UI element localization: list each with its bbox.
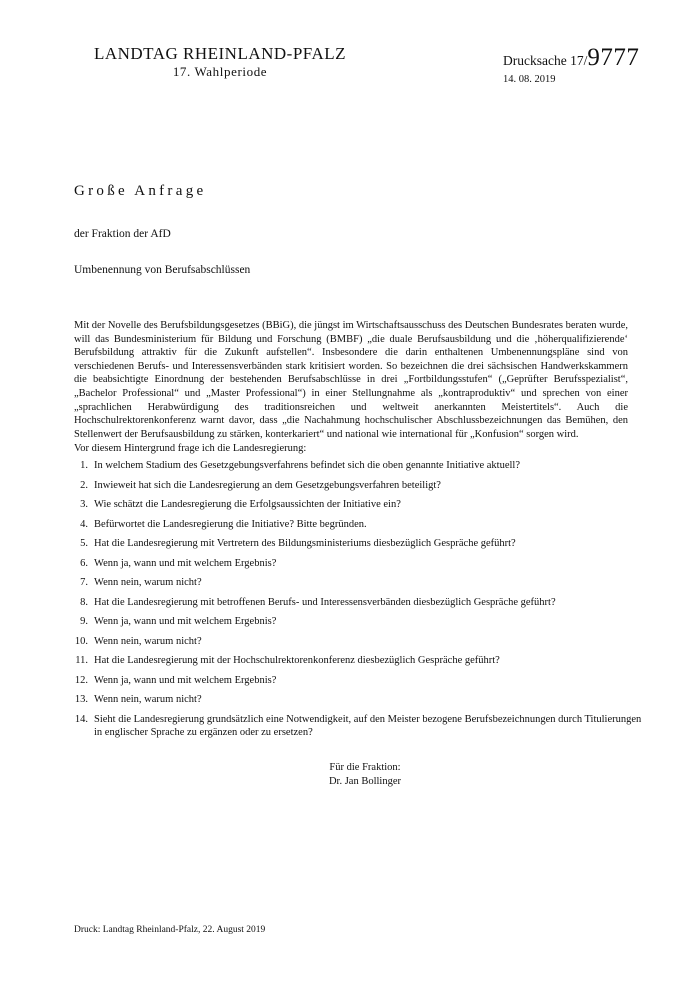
question-item [74,518,644,538]
subject-heading: Umbenennung von Berufsabschlüssen [74,264,251,276]
question-item [74,459,644,479]
question-number: 10. [74,635,88,647]
question-text: Inwieweit hat sich die Landesregierung an dem Gesetzgebungsverfahren beteiligt? [94,479,441,491]
question-item [74,674,644,694]
question-number: 14. [74,713,88,725]
legislative-period: 17. Wahlperiode [172,64,268,79]
intro-paragraph: Mit der Novelle des Berufsbildungsgesetzes (BBiG), die jüngst im Wirtschaftsausschuss des Deutschen Bundesrates beraten wurde, will das Bundesministerium für Bildung und Forschung (BMBF) „die duale Berufsausbildung und die ‚höherqualifizierende‘ Berufsbildung attraktiv für die Zukunft aufstellen“. Insbesondere die darin enthaltenen Umbenennungspläne sind von verschiedenen Berufs- und Interessensverbänden stark kritisiert worden. So bezeichnen die drei sächsischen Handwerkskammern die beabsichtigte Einordnung der bestehenden Berufsabschlüsse in drei „Fortbildungsstufen“ („Geprüfter Berufsspezialist“, „Bachelor Professional“ und „Master Professional“) in einer Stellungnahme als „kontraproduktiv“ und sprechen von einer „sprachlichen Herabwürdigung des traditionsreichen und weltweit anerkannten Meistertitels“. Auch die Hochschulrektorenkonferenz warnt davor, dass „die Nachahmung hochschulischer Abschlussbezeichnungen das Bemühen, den Stellenwert der Berufsausbildung zu stärken, konterkariert“ und national wie international für „Konfusion“ sorgen wird. [74,320,629,440]
question-number: 7. [80,577,88,588]
question-text: Wenn ja, wann und mit welchem Ergebnis? [94,557,277,569]
question-item [74,576,644,596]
question-text: Hat die Landesregierung mit Vertretern des Bildungsministeriums diesbezüglich Gespräche geführt? [94,538,516,549]
question-text: Hat die Landesregierung mit betroffenen Berufs- und Interessensverbänden diesbezüglich Gespräche geführt? [94,596,556,608]
question-text: Wenn nein, warum nicht? [94,577,202,588]
question-number: 11. [75,655,88,666]
question-item [74,615,644,635]
question-text: Hat die Landesregierung mit der Hochschulrektorenkonferenz diesbezüglich Gespräche geführt? [94,655,500,666]
signature-line-fraction: Für die Fraktion: [329,762,401,773]
signature-name: Dr. Jan Bollinger [328,776,402,787]
question-item [74,713,644,740]
question-number: 2. [80,479,88,491]
fraction-line: der Fraktion der AfD [74,228,171,240]
question-text: In welchem Stadium des Gesetzgebungsverfahrens befindet sich die oben genannte Initiative aktuell? [94,460,520,471]
lead-sentence: Vor diesem Hintergrund frage ich die Landesregierung: [74,443,307,454]
issue-date: 14. 08. 2019 [503,74,556,85]
question-number: 8. [80,596,88,608]
document-header [70,44,370,80]
question-text: Wenn ja, wann und mit welchem Ergebnis? [94,616,277,627]
question-number: 12. [74,674,88,686]
printed-matter-id [503,44,639,72]
question-number: 1. [80,460,88,471]
question-item [74,557,644,577]
question-item [74,693,644,713]
question-number: 5. [80,538,88,549]
question-text: Wie schätzt die Landesregierung die Erfolgsaussichten der Initiative ein? [94,499,401,510]
question-number: 9. [80,616,88,627]
question-item [74,479,644,499]
document-type-heading: Große Anfrage [74,183,207,199]
question-item [74,654,644,674]
printed-matter-number: 9777 [587,44,640,71]
question-text: Wenn nein, warum nicht? [94,635,202,647]
question-text: Befürwortet die Landesregierung die Initiative? Bitte begründen. [94,518,367,530]
question-item [74,498,644,518]
parliament-name: LANDTAG RHEINLAND-PFALZ [93,44,347,63]
question-number: 3. [80,499,88,510]
question-item [74,537,644,557]
question-item [74,635,644,655]
question-text: Sieht die Landesregierung grundsätzlich eine Notwendigkeit, auf den Meister bezogene Berufsbezeichnungen durch Titulierungen in englischer Sprache zu ergänzen oder zu ersetzen? [94,713,642,739]
question-text: Wenn nein, warum nicht? [94,694,202,705]
question-number: 4. [80,518,88,530]
question-text: Wenn ja, wann und mit welchem Ergebnis? [94,674,277,686]
question-number: 6. [80,557,88,569]
print-footer: Druck: Landtag Rheinland-Pfalz, 22. August 2019 [74,925,266,935]
signature-block [290,761,440,789]
question-item [74,596,644,616]
question-number: 13. [74,694,88,705]
printed-matter-label: Drucksache 17/ [503,53,588,68]
question-list [74,459,644,740]
